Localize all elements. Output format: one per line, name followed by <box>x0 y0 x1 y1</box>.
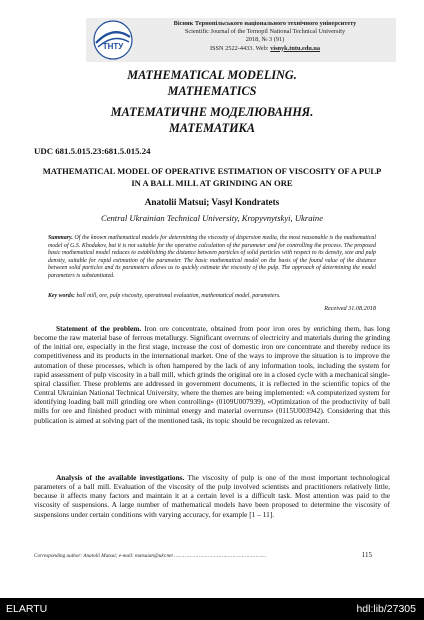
keywords <box>48 293 376 301</box>
paper-title: MATHEMATICAL MODEL OF OPERATIVE ESTIMATION OF VISCOSITY OF A PULP IN A BALL MILL AT GRINDING AN ORE <box>42 166 382 188</box>
issn-prefix: ISSN 2522-4433. Web: <box>209 44 271 52</box>
abstract <box>48 235 376 281</box>
paragraph-1-text: Iron ore concentrate, obtained from poor iron ores by enriching them, has long become the raw material base of ferrous metallurgy. Significant overruns of electricity and materials during the grinding of the initial ore, especially in the first stage, increase the cost of domestic iron ore concentrate and thereby reduce its competitiveness and its products in the international market. One of the ways to improve the situation is to improve the automation of these processes, which is often hampered by the lack of any information tools, including the system for rapid assessment of pulp viscosity in a ball mill, which grinds the original ore in a closed cycle with a mechanical single-spiral classifier. These problems are addressed in government documents, it is reflected in the scientific topics of the Central Ukrainian National Technical University, where the themes are being implemented: «A computerized system for identifying loading ball mill grinding ore when controlling» (0109U007939), «Optimization of the productivity of ball mills for ore and finished product with minimal energy and material overruns» (0115U003942). Considering that this publication is aimed at solving part of the mentioned task, its topic should be recognized as relevant. <box>34 324 390 425</box>
paper-authors: Anatolii Matsui; Vasyl Kondratets <box>144 197 280 207</box>
abstract-text: Of the known mathematical models for determining the viscosity of dispersion media, the most reasonable is the mathematical model of G.S. Khodakov, but it is not suitable for the operative calculation of the parameter and for controlling the process. The proposed basic mathematical model reduces to establishing the distance between particles of solid particles with respect to its density, size and pulp density, suitable for rapid estimation of the parameter. The basic mathematical model on the basis of the found value of the distance between solid particles and its parameters allows us to quickly estimate the viscosity of the pulp. The approach of determining the model parameters is substantiated. <box>48 235 376 279</box>
received-date: Received 31.08.2018 <box>324 305 376 312</box>
repository-bar <box>0 598 424 620</box>
corresponding-author-footnote: Corresponding author: Anatolii Matsui; e-mail: matsuian@ukr.net …………………………………………………… <box>34 553 267 559</box>
section-title-ua-line2: МАТЕМАТИКА <box>169 121 255 135</box>
body-paragraph-2 <box>34 473 390 519</box>
paragraph-2-heading: Analysis of the available investigations. <box>56 473 185 482</box>
section-title-ua-line1: МАТЕМАТИЧНЕ МОДЕЛЮВАННЯ. <box>110 105 314 119</box>
paper-affiliation: Central Ukrainian Technical University, Kropyvnytskyi, Ukraine <box>100 213 324 223</box>
paragraph-1-heading: Statement of the problem. <box>56 324 142 333</box>
journal-issue: 2018, № 3 (91) <box>245 36 285 44</box>
keywords-text: ball mill, ore, pulp viscosity, operational evaluation, mathematical model, parameters. <box>75 293 281 299</box>
page-number: 115 <box>361 551 372 559</box>
paragraph-2-text: The viscosity of pulp is one of the most important technological parameters of a ball mill. Evaluation of the viscosity of the pulp involved scientists and practitioners relatively little, because it affects many factors and maintain it at a certain level is a difficult task. Most attention was paid to the viscosity of suspensions. A large number of mathematical models have been proposed to determine the viscosity of suspensions under certain conditions with varying accuracy, for example [1 – 11]. <box>34 473 390 519</box>
udc-code: UDC 681.5.015.23:681.5.015.24 <box>34 146 151 156</box>
section-title-en-line1: MATHEMATICAL MODELING. <box>127 68 297 82</box>
logo-text: ТНТУ <box>102 42 124 51</box>
journal-name-en: Scientific Journal of the Ternopil National Technical University <box>184 28 346 36</box>
repository-name[interactable]: ELARTU <box>6 603 48 615</box>
abstract-label: Summary. <box>48 235 73 241</box>
keywords-label: Key words: <box>48 293 75 299</box>
journal-issn <box>140 45 390 53</box>
body-paragraph-1 <box>34 324 390 425</box>
journal-website-link[interactable]: visnyk.tntu.edu.ua <box>270 44 321 52</box>
section-title-en-line2: MATHEMATICS <box>167 84 257 98</box>
handle-id[interactable]: hdl:lib/27305 <box>356 603 416 615</box>
journal-header-text <box>140 20 390 53</box>
tntu-logo-icon <box>92 19 134 61</box>
journal-name-ua: Вісник Тернопільського національного технічного університету <box>173 20 357 27</box>
